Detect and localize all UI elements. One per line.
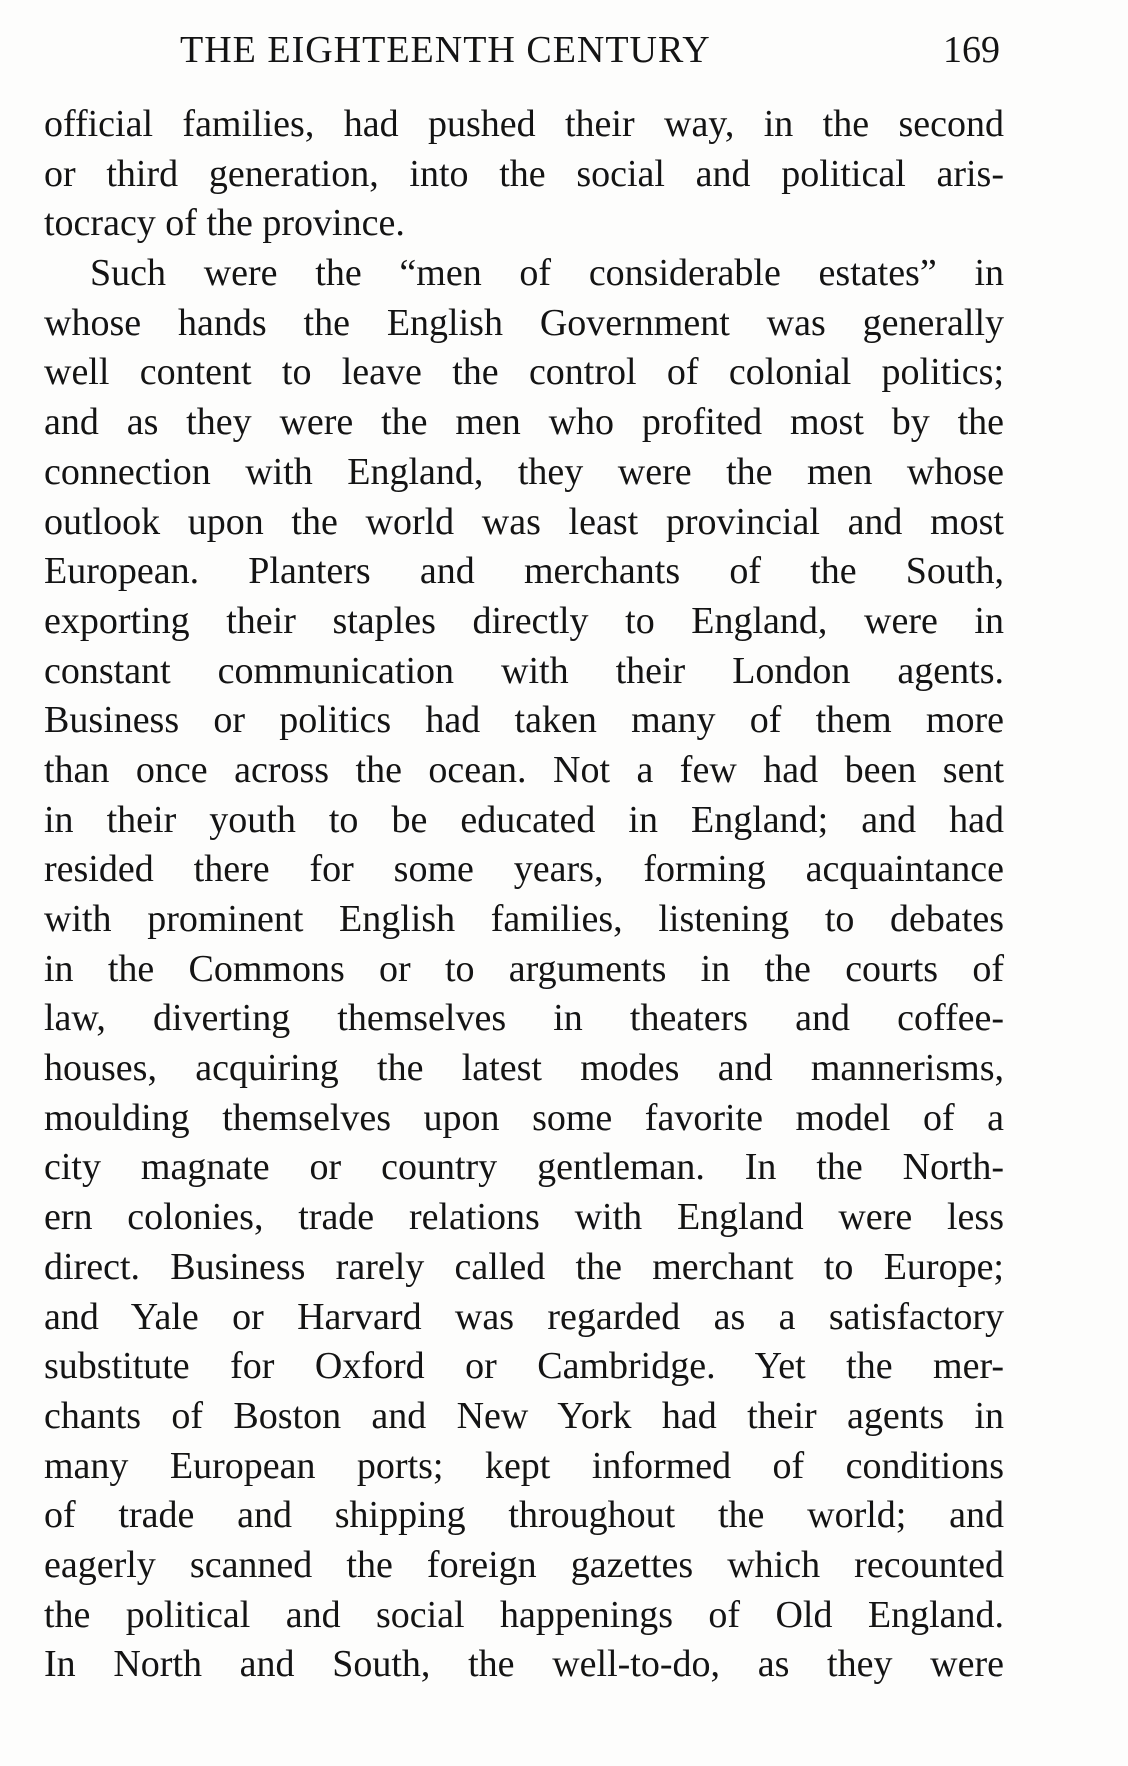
text-line: with prominent English families, listening to debates <box>44 898 1004 940</box>
text-line: tocracy of the province. <box>44 202 405 245</box>
body-text <box>44 100 1004 1690</box>
text-line: chants of Boston and New York had their agents in <box>44 1394 1004 1437</box>
page-header <box>180 28 1000 78</box>
page-number: 169 <box>943 29 1000 71</box>
text-line: direct. Business rarely called the merchant to Europe; <box>44 1245 1004 1288</box>
text-line: resided there for some years, forming acquaintance <box>44 848 1004 891</box>
text-line: outlook upon the world was least provincial and most <box>44 500 1004 543</box>
text-line: and as they were the men who profited most by the <box>44 401 1004 444</box>
text-line: eagerly scanned the foreign gazettes which recounted <box>44 1543 1004 1586</box>
text-line: moulding themselves upon some favorite model of a <box>44 1096 1004 1139</box>
text-line: city magnate or country gentleman. In the North- <box>44 1146 1004 1189</box>
running-head: THE EIGHTEENTH CENTURY <box>180 29 711 71</box>
text-line: whose hands the English Government was generally <box>44 301 1004 344</box>
text-line: houses, acquiring the latest modes and mannerisms, <box>44 1047 1004 1090</box>
text-line: and Yale or Harvard was regarded as a satisfactory <box>44 1295 1004 1338</box>
text-line: official families, had pushed their way, in the second <box>44 103 1004 145</box>
text-line: the political and social happenings of Old England. <box>44 1593 1004 1636</box>
text-line: In North and South, the well-to-do, as they were <box>44 1643 1004 1686</box>
text-line: European. Planters and merchants of the South, <box>44 550 1004 593</box>
text-line: many European ports; kept informed of conditions <box>44 1444 1004 1487</box>
text-line: ern colonies, trade relations with England were less <box>44 1196 1004 1239</box>
text-line: of trade and shipping throughout the world; and <box>44 1494 1004 1537</box>
text-line: in the Commons or to arguments in the courts of <box>44 947 1004 990</box>
text-line: exporting their staples directly to England, were in <box>44 599 1004 642</box>
text-line: than once across the ocean. Not a few had been sent <box>44 748 1004 791</box>
text-line: constant communication with their London agents. <box>44 649 1004 692</box>
text-line: or third generation, into the social and political aris- <box>44 152 1004 195</box>
text-line: in their youth to be educated in England; and had <box>44 798 1004 841</box>
text-line: substitute for Oxford or Cambridge. Yet the mer- <box>44 1345 1004 1388</box>
text-line: connection with England, they were the men whose <box>44 450 1004 493</box>
text-line: Business or politics had taken many of them more <box>44 699 1004 742</box>
text-line: well content to leave the control of colonial politics; <box>44 351 1004 394</box>
text-line: Such were the “men of considerable estates” in <box>90 252 1004 295</box>
text-line: law, diverting themselves in theaters and coffee- <box>44 997 1004 1040</box>
